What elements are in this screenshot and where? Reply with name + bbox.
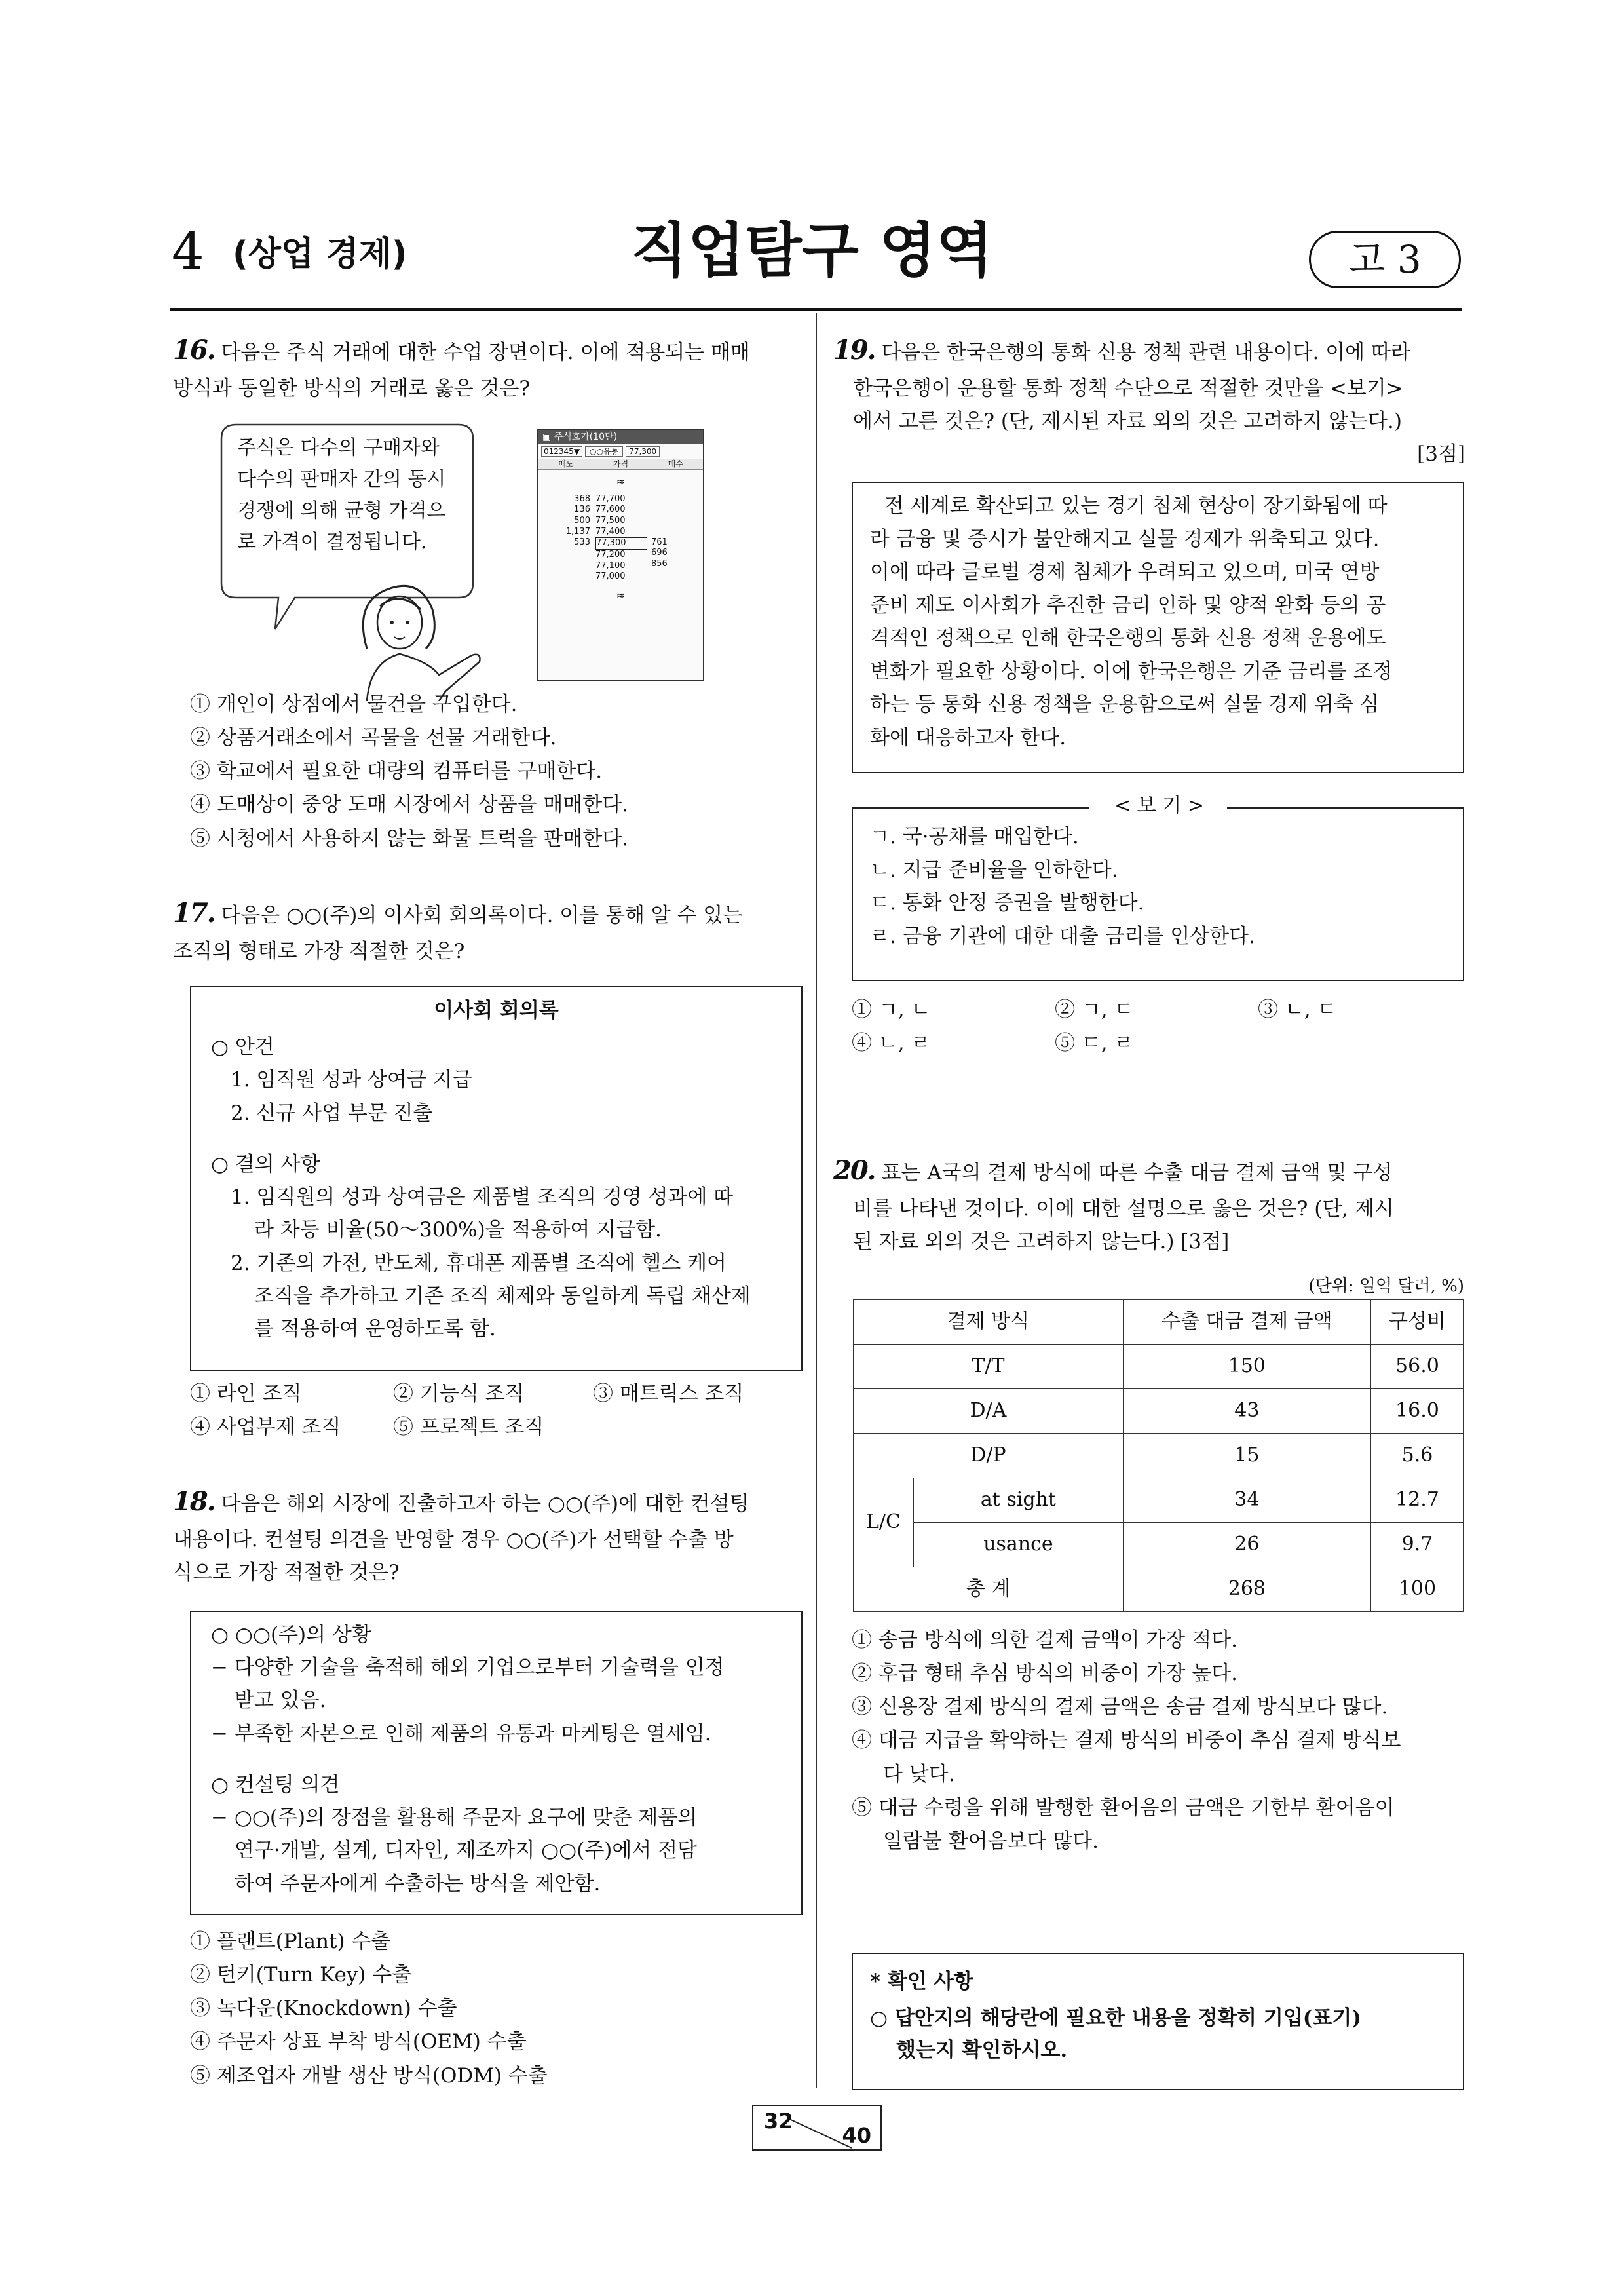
bogi-item: ㄷ. 통화 안정 증권을 발행한다. <box>870 891 1144 915</box>
q16-choice-1: ① 개인이 상점에서 물건을 구입한다. <box>190 693 518 716</box>
bogi-item: ㄹ. 금융 기관에 대한 대출 금리를 인상한다. <box>870 924 1255 948</box>
price-level: 77,000 <box>595 571 626 582</box>
q16-choice-4: ④ 도매상이 중앙 도매 시장에서 상품을 매매한다. <box>190 793 628 817</box>
stock-panel-toolbar <box>538 444 703 459</box>
subject-label: (상업 경제) <box>233 235 407 274</box>
passage-line: 이에 따라 글로벌 경제 침체가 우려되고 있으며, 미국 연방 <box>870 560 1380 584</box>
decision-heading: ○ 결의 사항 <box>211 1152 320 1176</box>
unit-label: (단위: 일억 달러, %) <box>1308 1276 1464 1296</box>
q16-number: 16. <box>173 335 215 366</box>
sell-qty: 533 <box>574 537 590 548</box>
price-level: 77,500 <box>595 516 626 526</box>
table-cell: 34 <box>1123 1478 1370 1523</box>
table-cell: 16.0 <box>1370 1389 1463 1434</box>
q20-choices <box>852 1624 1464 1858</box>
column-divider <box>816 313 817 2088</box>
table-cell: 15 <box>1123 1434 1370 1478</box>
opinion-item-cont: 연구·개발, 설계, 디자인, 제조까지 ○○(주)에서 전담 <box>235 1839 697 1863</box>
q16-line1: 다음은 주식 거래에 대한 수업 장면이다. 이에 적용되는 매매 <box>221 341 750 364</box>
question-19 <box>833 330 1465 470</box>
q17-choice-4: ④ 사업부제 조직 <box>190 1415 341 1440</box>
stock-code <box>541 446 582 457</box>
q18-choices <box>190 1925 548 2093</box>
bubble-line: 로 가격이 결정됩니다. <box>237 531 427 554</box>
bubble-line: 다수의 판매자 간의 동시 <box>237 468 446 491</box>
stock-panel-title: 주식호가(10단) <box>554 432 618 442</box>
price-level: 77,700 <box>595 493 626 504</box>
stock-code-value: 012345 <box>544 446 574 456</box>
grade-badge <box>1309 231 1461 288</box>
stock-panel-header: ▣ 주식호가(10단) <box>538 430 703 444</box>
q18-line2: 내용이다. 컨설팅 의견을 반영할 경우 ○○(주)가 선택할 수출 방 <box>173 1527 734 1552</box>
q16-choice-5: ⑤ 시청에서 사용하지 않는 화물 트럭을 판매한다. <box>190 826 628 851</box>
table-cell: 150 <box>1123 1345 1370 1389</box>
q18-line1: 다음은 해외 시장에 진출하고자 하는 ○○(주)에 대한 컨설팅 <box>221 1492 749 1516</box>
q19-choice-1: ① ㄱ, ㄴ <box>852 998 931 1022</box>
opinion-item: − ○○(주)의 장점을 활용해 주문자 요구에 맞춘 제품의 <box>211 1806 698 1830</box>
situation-heading: ○ ○○(주)의 상황 <box>211 1623 371 1647</box>
bogi-item: ㄴ. 지급 준비율을 인하한다. <box>870 858 1118 882</box>
chevron-down-icon: ▼ <box>573 446 580 456</box>
current-page: 32 <box>764 2109 793 2133</box>
table-cell: T/T <box>854 1345 1124 1389</box>
grade-label: 고 3 <box>1348 237 1422 282</box>
check-line1: ○ 답안지의 해당란에 필요한 내용을 정확히 기입(표기) <box>870 2006 1362 2030</box>
q17-choice-1: ① 라인 조직 <box>190 1382 302 1406</box>
decision-item: 라 차등 비율(50～300%)을 적용하여 지급함. <box>254 1218 662 1242</box>
question-17 <box>173 892 802 968</box>
current-price-level: 77,300 <box>595 537 647 550</box>
question-16 <box>173 330 802 405</box>
bubble-line: 주식은 다수의 구매자와 <box>237 436 440 459</box>
decision-item: 2. 기존의 가전, 반도체, 휴대폰 제품별 조직에 헬스 케어 <box>231 1251 727 1275</box>
q17-number: 17. <box>173 898 215 928</box>
stock-name: ○○유통 <box>585 446 623 457</box>
stock-price: 77,300 <box>626 446 660 457</box>
passage-line: 라 금융 및 증시가 불안해지고 실물 경제가 위축되고 있다. <box>870 527 1380 551</box>
table-cell: 26 <box>1123 1523 1370 1567</box>
q19-line2: 한국은행이 운용할 통화 정책 수단으로 적절한 것만을 <보기> <box>853 376 1403 400</box>
table-cell: 5.6 <box>1370 1434 1463 1478</box>
passage-line: 하는 등 통화 신용 정책을 운용함으로써 실물 경제 위축 심 <box>870 693 1380 717</box>
sell-qty: 1,137 <box>565 526 590 537</box>
q16-choice-3: ③ 학교에서 필요한 대량의 컴퓨터를 구매한다. <box>190 759 603 784</box>
q19-points: [3점] <box>1417 442 1465 467</box>
passage-line: 전 세계로 확산되고 있는 경기 침체 현상이 장기화됨에 따 <box>884 494 1388 518</box>
table-cell: D/P <box>854 1434 1124 1478</box>
stock-quote-panel <box>537 429 704 681</box>
agenda-heading: ○ 안건 <box>211 1035 274 1060</box>
question-20 <box>833 1150 1465 1258</box>
q19-choice-5: ⑤ ㄷ, ㄹ <box>1055 1031 1134 1056</box>
table-cell: D/A <box>854 1389 1124 1434</box>
stock-columns <box>538 459 703 469</box>
q19-line3: 에서 고른 것은? (단, 제시된 자료 외의 것은 고려하지 않는다.) <box>853 410 1402 434</box>
q19-choice-4: ④ ㄴ, ㄹ <box>852 1031 931 1056</box>
q20-choice-4: ④ 대금 지급을 확약하는 결제 방식의 비중이 추심 결제 방식보 <box>852 1729 1401 1753</box>
q17-choice-2: ② 기능식 조직 <box>393 1382 525 1406</box>
q18-choice-3: ③ 녹다운(Knockdown) 수출 <box>190 1997 457 2021</box>
quote-body <box>538 494 703 583</box>
table-header: 결제 방식 <box>854 1300 1124 1345</box>
sell-column <box>538 494 594 583</box>
sell-qty: 136 <box>574 505 590 515</box>
table-cell: L/C <box>854 1478 914 1567</box>
q20-choice-1: ① 송금 방식에 의한 결제 금액이 가장 적다. <box>852 1628 1237 1652</box>
teacher-illustration <box>341 577 491 701</box>
q20-line1: 표는 A국의 결제 방식에 따른 수출 대금 결제 금액 및 구성 <box>881 1161 1393 1185</box>
agenda-item: 2. 신규 사업 부문 진출 <box>231 1101 433 1125</box>
price-level: 77,100 <box>595 560 626 571</box>
table-header: 수출 대금 결제 금액 <box>1123 1300 1370 1345</box>
buy-qty: 696 <box>651 548 668 558</box>
q16-line2: 방식과 동일한 방식의 거래로 옳은 것은? <box>173 376 531 400</box>
table-row <box>854 1478 1464 1523</box>
q16-choice-2: ② 상품거래소에서 곡물을 선물 거래한다. <box>190 726 557 750</box>
bogi-item: ㄱ. 국·공채를 매입한다. <box>870 825 1079 849</box>
decision-item: 조직을 추가하고 기존 조직 체제와 동일하게 독립 채산제 <box>254 1284 751 1308</box>
table-cell: at sight <box>914 1478 1124 1523</box>
price-level: 77,600 <box>595 505 626 515</box>
table-cell: 12.7 <box>1370 1478 1463 1523</box>
table-row <box>854 1434 1464 1478</box>
col-sell: 매도 <box>558 459 574 469</box>
page-counter <box>752 2105 882 2151</box>
table-row <box>854 1567 1464 1612</box>
q18-choice-4: ④ 주문자 상표 부착 방식(OEM) 수출 <box>190 2030 527 2054</box>
q17-choice-5: ⑤ 프로젝트 조직 <box>393 1415 544 1440</box>
q20-choice-5-cont: 일람불 환어음보다 많다. <box>883 1829 1099 1853</box>
q18-choice-2: ② 턴키(Turn Key) 수출 <box>190 1963 412 1987</box>
passage-line: 화에 대응하고자 한다. <box>870 725 1067 750</box>
situation-item: − 부족한 자본으로 인해 제품의 유통과 마케팅은 열세임. <box>211 1721 711 1746</box>
price-level: 77,400 <box>595 526 626 537</box>
q20-choice-4-cont: 다 낮다. <box>883 1762 955 1786</box>
table-header: 구성비 <box>1370 1300 1463 1345</box>
buy-qty: 761 <box>651 537 668 547</box>
q17-line1: 다음은 ○○(주)의 이사회 회의록이다. 이를 통해 알 수 있는 <box>221 904 743 927</box>
q19-passage-box <box>852 482 1464 773</box>
page-title: 직업탐구 영역 <box>631 216 993 285</box>
agenda-item: 1. 임직원 성과 상여금 지급 <box>231 1068 472 1092</box>
bogi-title: < 보 기 > <box>1114 794 1204 817</box>
board-minutes-box <box>190 986 803 1371</box>
skip-mark-bottom: ≈ <box>616 588 626 602</box>
table-row <box>854 1345 1464 1389</box>
q18-choice-1: ① 플랜트(Plant) 수출 <box>190 1930 391 1953</box>
bogi-line-right <box>1227 807 1463 809</box>
payment-table <box>853 1299 1464 1612</box>
check-title: * 확인 사항 <box>870 1970 973 1993</box>
skip-mark: ≈ <box>616 474 626 488</box>
table-row <box>854 1389 1464 1434</box>
bubble-line: 경쟁에 의해 균형 가격으 <box>237 499 446 522</box>
q17-choice-3: ③ 매트릭스 조직 <box>593 1382 744 1406</box>
price-level: 77,200 <box>595 549 626 560</box>
bogi-box <box>852 794 1464 981</box>
sell-qty: 500 <box>574 516 590 526</box>
buy-column <box>647 494 703 583</box>
table-cell: 100 <box>1370 1567 1463 1612</box>
q16-stem <box>173 330 802 405</box>
passage-line: 준비 제도 이사회가 추진한 금리 인하 및 양적 완화 등의 공 <box>870 593 1386 617</box>
q19-line1: 다음은 한국은행의 통화 신용 정책 관련 내용이다. 이에 따라 <box>881 341 1410 364</box>
table-cell: 268 <box>1123 1567 1370 1612</box>
q19-choices <box>852 993 1336 1060</box>
header-rule <box>170 308 1462 311</box>
price-column <box>594 494 647 583</box>
table-cell: 9.7 <box>1370 1523 1463 1567</box>
opinion-heading: ○ 컨설팅 의견 <box>211 1772 340 1797</box>
decision-item: 를 적용하여 운영하도록 함. <box>254 1316 496 1341</box>
q19-choice-3: ③ ㄴ, ㄷ <box>1258 998 1337 1022</box>
bogi-line-left <box>853 807 1089 809</box>
col-price: 가격 <box>613 459 629 469</box>
decision-item: 1. 임직원의 성과 상여금은 제품별 조직의 경영 성과에 따 <box>231 1185 734 1210</box>
situation-item-cont: 받고 있음. <box>235 1689 326 1713</box>
q17-line2: 조직의 형태로 가장 적절한 것은? <box>173 939 465 963</box>
col-buy: 매수 <box>668 459 683 469</box>
q20-choice-5: ⑤ 대금 수령을 위해 발행한 환어음의 금액은 기한부 환어음이 <box>852 1795 1395 1820</box>
q18-line3: 식으로 가장 적절한 것은? <box>173 1561 400 1585</box>
situation-item: − 다양한 기술을 축적해 해외 기업으로부터 기술력을 인정 <box>211 1656 725 1680</box>
page-number: 4 <box>172 222 204 281</box>
buy-qty: 856 <box>651 559 668 569</box>
table-cell: 43 <box>1123 1389 1370 1434</box>
minutes-title: 이사회 회의록 <box>434 999 559 1022</box>
question-18 <box>173 1481 802 1589</box>
check-line2: 했는지 확인하시오. <box>896 2038 1068 2063</box>
q16-bubble-text <box>237 432 445 558</box>
q20-choice-2: ② 후급 형태 추심 방식의 비중이 가장 높다. <box>852 1662 1237 1686</box>
table-cell: usance <box>914 1523 1124 1567</box>
check-notice-box <box>852 1953 1464 2090</box>
q20-line3: 된 자료 외의 것은 고려하지 않는다.) [3점] <box>853 1230 1230 1254</box>
q19-choice-2: ② ㄱ, ㄷ <box>1055 998 1134 1022</box>
q20-line2: 비를 나타낸 것이다. 이에 대한 설명으로 옳은 것은? (단, 제시 <box>853 1196 1394 1221</box>
q17-choices <box>190 1377 803 1444</box>
q20-number: 20. <box>833 1155 875 1186</box>
table-cell: 56.0 <box>1370 1345 1463 1389</box>
passage-line: 변화가 필요한 상황이다. 이에 한국은행은 기준 금리를 조정 <box>870 659 1393 683</box>
opinion-item-cont: 하여 주문자에게 수출하는 방식을 제안함. <box>235 1871 601 1896</box>
passage-line: 격적인 정책으로 인해 한국은행의 통화 신용 정책 운용에도 <box>870 626 1386 651</box>
table-row <box>854 1523 1464 1567</box>
q20-choice-3: ③ 신용장 결제 방식의 결제 금액은 송금 결제 방식보다 많다. <box>852 1695 1388 1719</box>
consulting-box <box>190 1611 803 1915</box>
q18-number: 18. <box>173 1486 215 1517</box>
table-cell: 총 계 <box>854 1567 1124 1612</box>
q16-choices <box>190 688 628 856</box>
q18-choice-5: ⑤ 제조업자 개발 생산 방식(ODM) 수출 <box>190 2063 548 2088</box>
sell-qty: 368 <box>574 493 590 504</box>
q19-number: 19. <box>833 335 875 366</box>
total-pages: 40 <box>842 2123 871 2148</box>
